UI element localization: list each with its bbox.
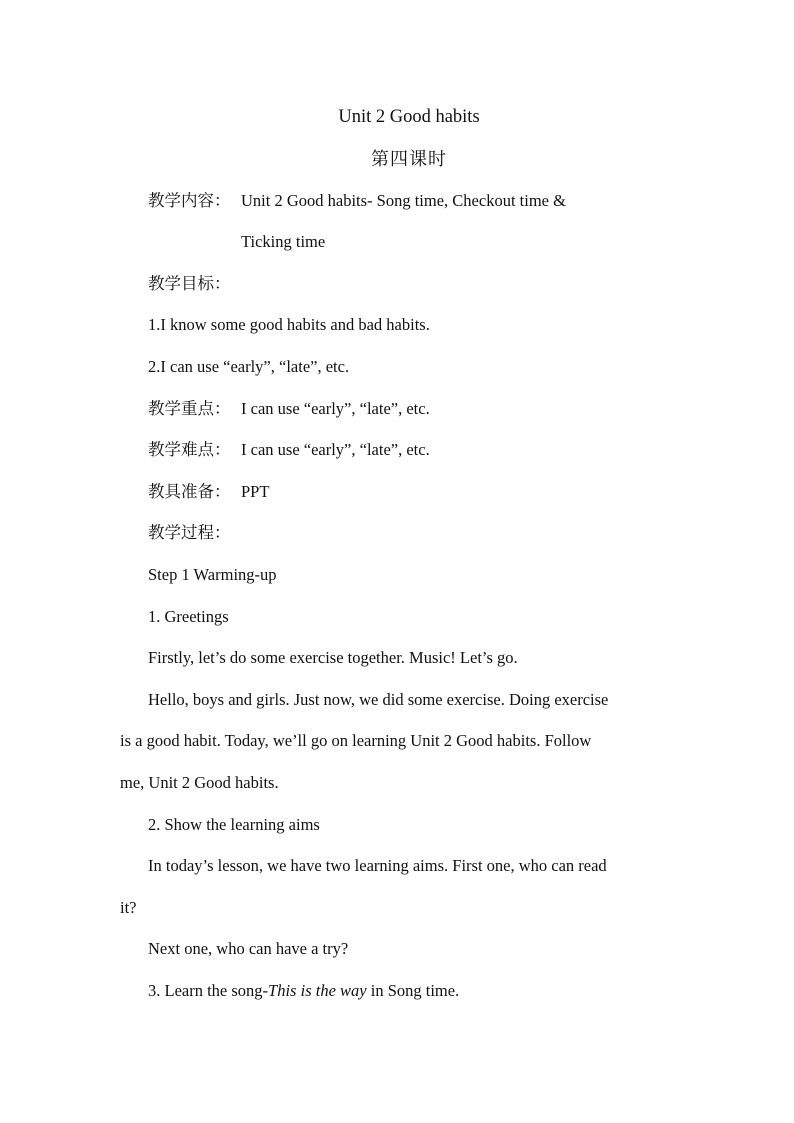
teaching-content-line-2: Ticking time bbox=[241, 232, 326, 251]
materials-label: 教具准备： bbox=[148, 482, 231, 501]
song-title: This is the way bbox=[268, 981, 367, 1000]
document-title: Unit 2 Good habits bbox=[338, 107, 480, 127]
process-label: 教学过程： bbox=[148, 523, 231, 542]
item-2-learning-aims: 2. Show the learning aims bbox=[148, 815, 320, 834]
item-1-greetings: 1. Greetings bbox=[148, 607, 229, 626]
paragraph-4: Next one, who can have a try? bbox=[148, 939, 349, 958]
teaching-content-label: 教学内容： bbox=[148, 191, 231, 210]
paragraph-1: Firstly, let’s do some exercise together. Music! Let’s go. bbox=[148, 648, 518, 667]
key-points: I can use “early”, “late”, etc. bbox=[241, 399, 430, 418]
paragraph-3-line-2: it? bbox=[120, 898, 137, 917]
objective-2: 2.I can use “early”, “late”, etc. bbox=[148, 357, 350, 376]
item-3-learn-song bbox=[148, 981, 459, 1001]
objective-1: 1.I know some good habits and bad habits. bbox=[148, 315, 430, 334]
item-3-prefix: 3. Learn the song- bbox=[148, 981, 269, 1000]
paragraph-2-line-2: is a good habit. Today, we’ll go on learning Unit 2 Good habits. Follow bbox=[120, 731, 592, 750]
teaching-content-line-1: Unit 2 Good habits- Song time, Checkout time & bbox=[241, 191, 566, 210]
materials: PPT bbox=[241, 482, 270, 501]
difficulties: I can use “early”, “late”, etc. bbox=[241, 440, 430, 459]
paragraph-3-line-1: In today’s lesson, we have two learning aims. First one, who can read bbox=[148, 856, 607, 875]
objectives-label: 教学目标： bbox=[148, 274, 231, 293]
paragraph-2-line-3: me, Unit 2 Good habits. bbox=[120, 773, 279, 792]
step-1-heading: Step 1 Warming-up bbox=[148, 565, 277, 584]
difficulties-label: 教学难点： bbox=[148, 440, 231, 459]
item-3-suffix: in Song time. bbox=[366, 981, 460, 1000]
lesson-subtitle: 第四课时 bbox=[371, 149, 447, 169]
key-points-label: 教学重点： bbox=[148, 399, 231, 418]
paragraph-2-line-1: Hello, boys and girls. Just now, we did some exercise. Doing exercise bbox=[148, 690, 609, 709]
